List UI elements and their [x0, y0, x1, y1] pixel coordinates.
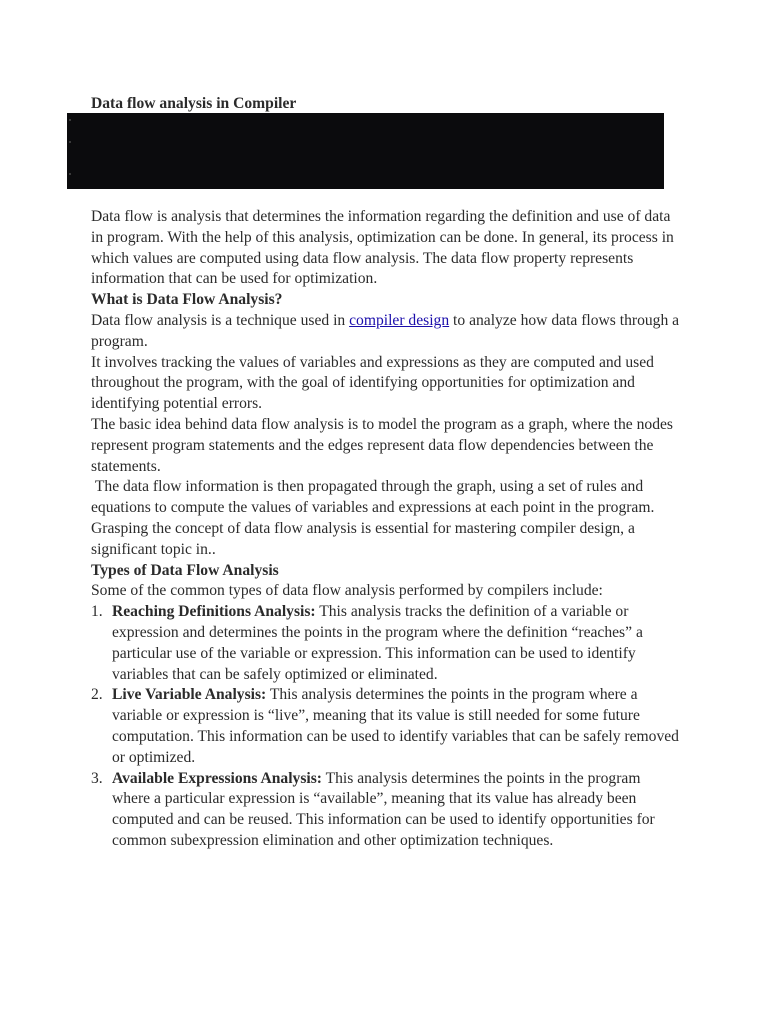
list-item-term: Available Expressions Analysis:: [112, 769, 322, 787]
list-item-number: 1.: [91, 603, 103, 621]
bullet-dot: [69, 141, 71, 143]
list-item-text: This analysis determines the points in the program where a variable or expression is “live”, meaning that its value is still needed for some future computation. This information can be used to identify variables that can be safely removed or optimized.: [112, 686, 679, 766]
list-item: [91, 769, 681, 852]
grasping-paragraph: Grasping the concept of data flow analysis is essential for mastering compiler design, a significant topic in..: [91, 519, 635, 558]
tracking-paragraph: It involves tracking the values of variables and expressions as they are computed and used throughout the program, with the goal of identifying opportunities for optimization and identifying potential errors.: [91, 353, 654, 413]
document-title: Data flow analysis in Compiler: [91, 95, 297, 112]
list-item-text: This analysis tracks the definition of a variable or expression and determines the points in the program where the definition “reaches” a particular use of the variable or expression. This information can be used to identify variables that can be safely optimized or eliminated.: [112, 603, 643, 683]
list-item-term: Reaching Definitions Analysis:: [112, 603, 316, 621]
types-lead-paragraph: Some of the common types of data flow analysis performed by compilers include:: [91, 582, 603, 600]
redacted-black-box: [67, 113, 664, 189]
compiler-design-link[interactable]: compiler design: [349, 311, 450, 329]
definition-text-before-link: Data flow analysis is a technique used in: [91, 311, 350, 329]
list-item: [91, 685, 681, 768]
intro-paragraph: Data flow is analysis that determines the information regarding the definition and use of data in program. With the help of this analysis, optimization can be done. In general, its process in which values are computed using data flow analysis. The data flow property represents information that can be used for optimization.: [91, 208, 674, 288]
section-heading-types: Types of Data Flow Analysis: [91, 561, 279, 579]
section-heading-what-is: What is Data Flow Analysis?: [91, 291, 283, 309]
list-item-text: This analysis determines the points in the program where a particular expression is “available”, meaning that its value has already been computed and can be reused. This information can be used to identify opportunities for common subexpression elimination and other optimization techniques.: [112, 769, 655, 849]
bullet-dot: [69, 119, 71, 121]
article-body: [91, 207, 681, 852]
list-item: [91, 602, 681, 685]
bullet-dot: [69, 173, 71, 175]
analysis-types-list: [91, 602, 681, 852]
list-item-number: 3.: [91, 769, 103, 787]
list-item-term: Live Variable Analysis:: [112, 686, 267, 704]
graph-model-paragraph: The basic idea behind data flow analysis is to model the program as a graph, where the nodes represent program statements and the edges represent data flow dependencies between the statements.: [91, 415, 673, 475]
definition-paragraph: [91, 311, 681, 353]
title-block: [91, 94, 681, 114]
propagation-paragraph: The data flow information is then propagated through the graph, using a set of rules and equations to compute the values of variables and expressions at each point in the program.: [91, 478, 655, 517]
list-item-number: 2.: [91, 686, 103, 704]
definition-text-after-link: to analyze how data flows through a program.: [91, 311, 680, 350]
